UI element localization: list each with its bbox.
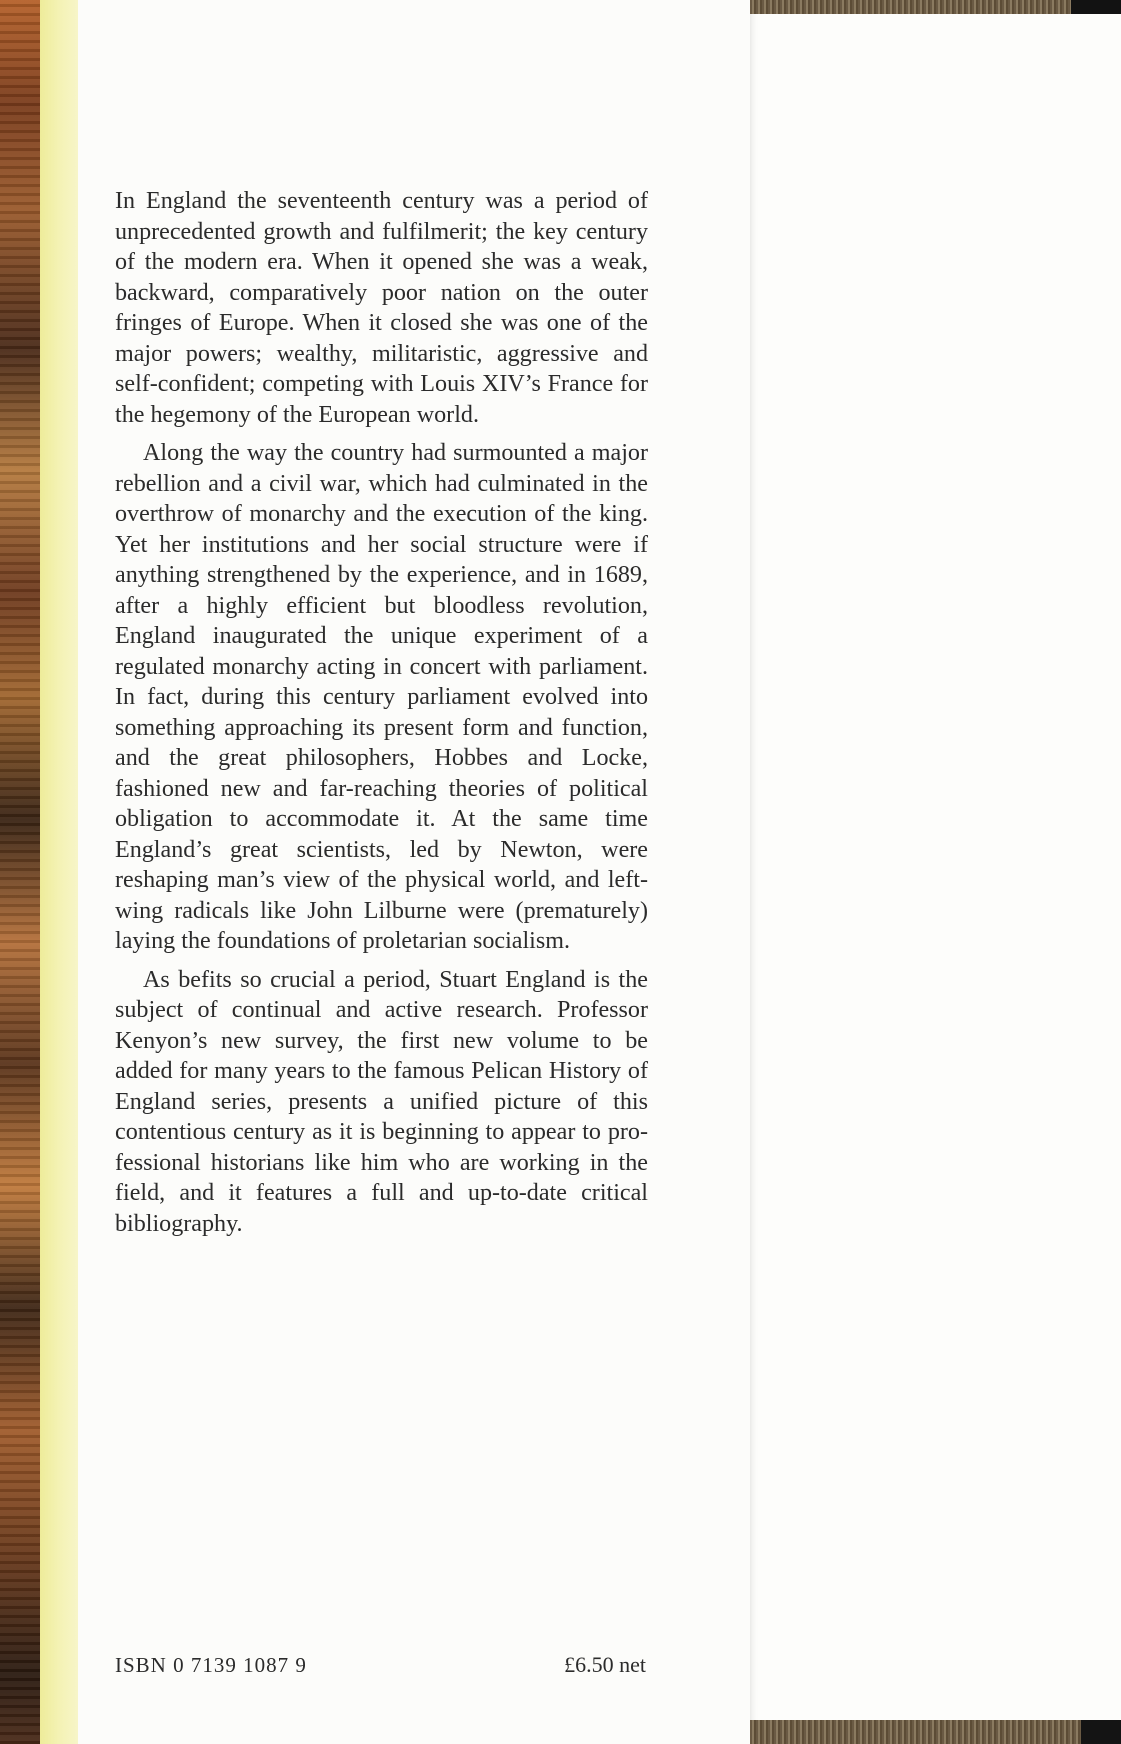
book-spine-image [0,0,40,1744]
cloth-binding-bottom [750,1720,1121,1744]
endpaper-page [750,0,1121,1744]
price-label: £6.50 net [564,1652,646,1677]
blurb-paragraph-1: In England the seventeenth century was a period of unprecedented growth and fulfilmerit; the key century of the modern era. When it opened she was a weak, backward, comparatively poor nation on the outer fringes of Europe. When it closed she was one of the major powers; wealthy, militaristic, aggressive and self-confident; competing with Louis XIV’s France for the hegemony of the European world. [115,188,648,428]
blurb-paragraph-2: Along the way the country had surmounted a major rebellion and a civil war, which had culminated in the overthrow of monarchy and the execution of the king. Yet her institutions and her social structure were if anything strengthened by the experience, and in 1689, after a highly efficient but bloodless revolution, England inaugurated the unique experiment of a regulated monarchy acting in concert with parliament. In fact, during this century parliament evolved into something approaching its present form and function, and the great philosophers, Hobbes and Locke, fashioned new and far-reaching theories of political obligation to accommodate it. At the same time England’s great scientists, led by Newton, were reshaping man’s view of the physical world, and left-wing radicals like John Lilburne were (prematurely) laying the foundations of proletarian socialism. [115,440,648,954]
isbn-number: ISBN 0 7139 1087 9 [115,1653,307,1677]
jacket-footer [115,1652,648,1678]
blurb-paragraph-3: As befits so crucial a period, Stuart England is the subject of continual and active research. Professor Kenyon’s new survey, the first new volume to be added for many years to the famous Pelican History of England series, presents a unified picture of this contentious century as it is beginning to appear to professional historians like him who are working in the field, and it features a full and up-to-date critical bibliography. [115,966,648,1237]
blurb-text [115,186,648,1247]
cloth-binding-top [750,0,1121,14]
jacket-edge-strip [40,0,78,1744]
